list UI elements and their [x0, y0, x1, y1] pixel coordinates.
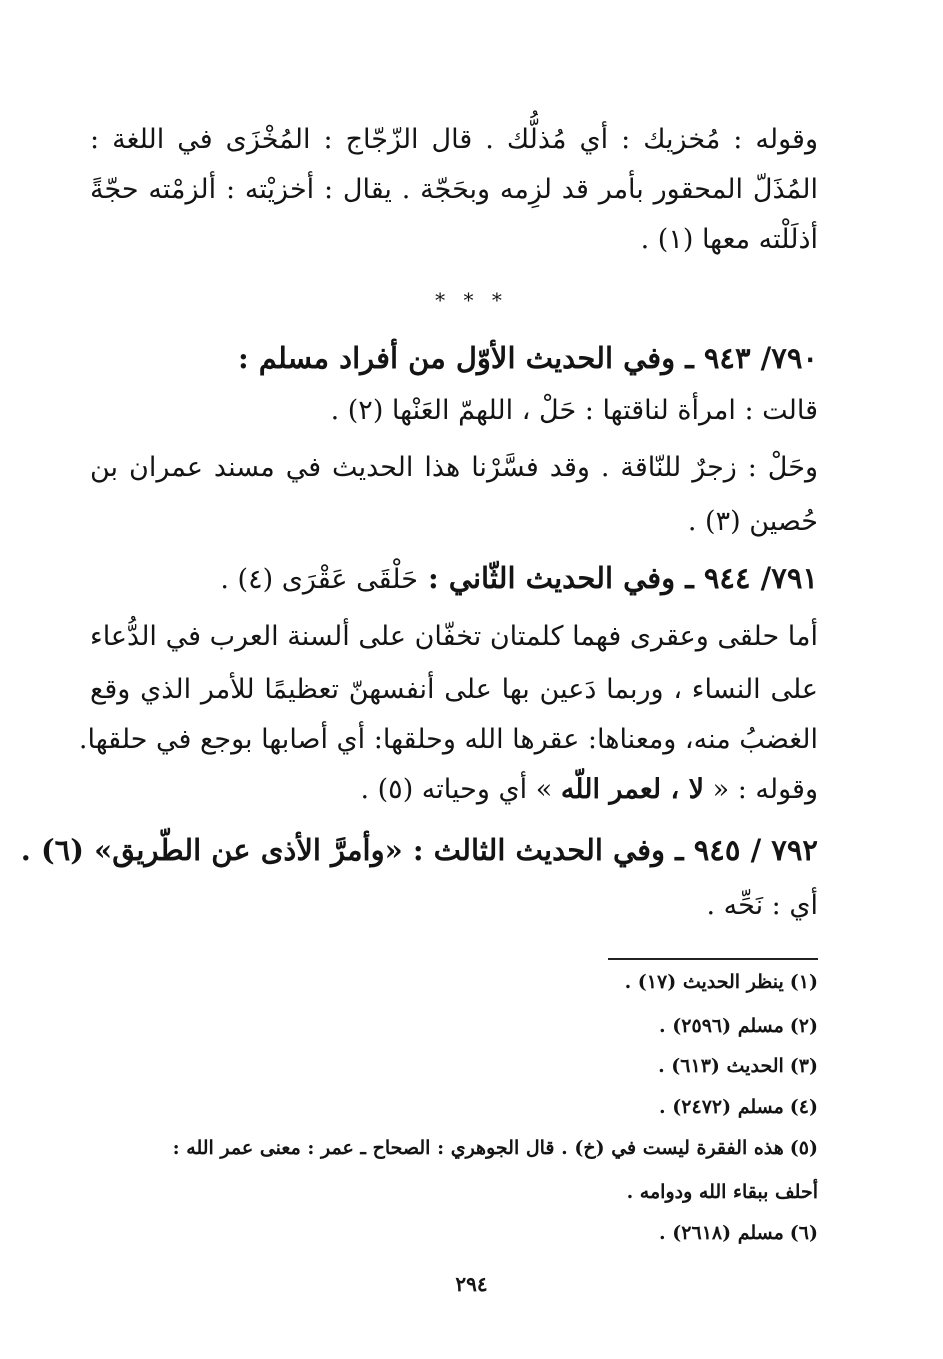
paragraph-line: وقوله : مُخزيك : أي مُذلُّك . قال الزّجّاج : المُخْزَى في اللغة :	[90, 124, 818, 155]
footnote	[90, 1014, 818, 1039]
footnote-number: (١)	[789, 971, 818, 993]
footnote-number: (٥)	[789, 1137, 818, 1159]
qawl-suffix: » أي وحياته (٥) .	[360, 774, 561, 805]
page-number: ٢٩٤	[455, 1272, 488, 1296]
paragraph-line: الغضبُ منه، ومعناها: عقرها الله وحلقها: أي أصابها بوجع في حلقها.	[78, 724, 818, 755]
hadith-heading: ٧٩٢ / ٩٤٥ ـ وفي الحديث الثالث : «وأمرَّ الأذى عن الطّريق» (٦) .	[20, 833, 818, 867]
footnote-text: هذه الفقرة ليست في (خ) . قال الجوهري : الصحاح ـ عمر : معنى عمر الله :	[172, 1137, 784, 1159]
hadith-heading-line	[90, 560, 818, 598]
footnote-text: الحديث (٦١٣) .	[658, 1055, 784, 1077]
hadith-text: قالت : امرأة لناقتها : حَلْ ، اللهمّ العَنْها (٢) .	[330, 395, 818, 426]
footnote	[90, 1095, 818, 1120]
paragraph-line: على النساء ، وربما دَعين بها على أنفسهنّ تعظيمًا للأمر الذي وقع	[90, 674, 818, 705]
footnote-continuation	[90, 1180, 858, 1205]
footnote-text: أحلف ببقاء الله ودوامه .	[626, 1181, 818, 1203]
hadith-heading: ٧٩١/ ٩٤٤ ـ وفي الحديث الثّاني :	[417, 561, 818, 595]
footnote	[90, 970, 818, 995]
footnote-rule	[608, 958, 818, 960]
paragraph-line: أما حلقى وعقرى فهما كلمتان تخفّان على ألسنة العرب في الدُّعاء	[90, 621, 818, 652]
footnote-number: (٤)	[789, 1096, 818, 1118]
footnote-text: مسلم (٢٦١٨) .	[659, 1222, 784, 1244]
hadith-heading: ٧٩٠/ ٩٤٣ ـ وفي الحديث الأوّل من أفراد مسلم :	[237, 341, 818, 375]
footnote	[90, 1136, 818, 1161]
paragraph-line: المُذَلّ المحقور بأمر قد لزِمه وبحَجّة . يقال : أخزيْته : ألزمْته حجّةً	[90, 174, 818, 205]
footnote-number: (٦)	[789, 1222, 818, 1244]
footnote-number: (٢)	[789, 1015, 818, 1037]
paragraph-line: وحَلْ : زجرٌ للنّاقة . وقد فسَّرْنا هذا الحديث في مسند عمران بن	[90, 452, 818, 483]
paragraph-line: أي : نَحِّه .	[706, 890, 818, 921]
footnote-text: مسلم (٢٤٧٢) .	[659, 1096, 784, 1118]
paragraph-line: حُصين (٣) .	[687, 506, 818, 537]
footnote-text: مسلم (٢٥٩٦) .	[659, 1015, 784, 1037]
footnote	[90, 1221, 818, 1246]
footnote	[90, 1054, 818, 1079]
qawl-line	[90, 772, 818, 807]
footnote-number: (٣)	[789, 1055, 818, 1077]
section-separator: * * *	[435, 288, 508, 312]
footnote-text: ينظر الحديث (١٧) .	[624, 971, 784, 993]
paragraph-line: أذلَلْته معها (١) .	[640, 224, 818, 255]
qawl-bold: لا ، لعمر اللّه	[560, 774, 705, 805]
qawl-prefix: وقوله : «	[704, 774, 818, 805]
hadith-quote: حَلْقَى عَقْرَى (٤) .	[220, 564, 418, 595]
